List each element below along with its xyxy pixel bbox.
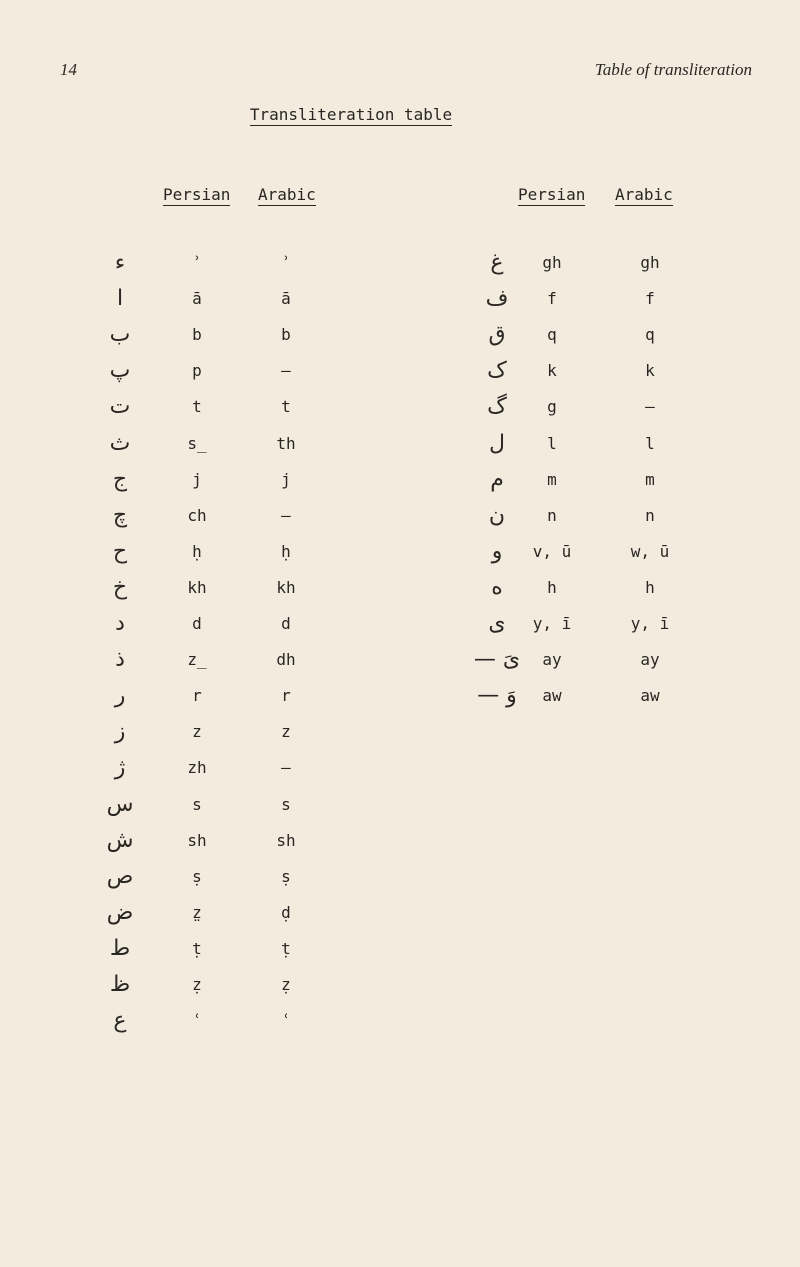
arabic-transliteration: w, ū — [630, 541, 670, 561]
persian-transliteration: p — [192, 361, 202, 381]
arabic-transliteration: q — [645, 325, 655, 345]
table-row — [0, 645, 800, 675]
persian-transliteration: k — [547, 361, 557, 381]
arabic-letter: ج — [112, 466, 128, 492]
arabic-letter: ی — [488, 611, 506, 636]
arabic-letter: ق — [488, 322, 506, 348]
arabic-letter: د — [115, 611, 125, 636]
persian-transliteration: z — [192, 722, 202, 742]
persian-transliteration: ẓ — [192, 975, 202, 994]
running-head — [60, 60, 752, 90]
arabic-transliteration: ḍ — [281, 902, 291, 922]
table-title-text: Transliteration table — [249, 105, 453, 124]
arabic-transliteration: t — [281, 397, 291, 417]
persian-transliteration: gh — [542, 253, 562, 272]
arabic-letter: ص — [106, 863, 134, 889]
page-number: 14 — [60, 60, 77, 79]
arabic-letter: و — [491, 538, 503, 564]
right-arabic-header: Arabic — [615, 185, 673, 204]
persian-transliteration: s̲ — [187, 433, 207, 453]
arabic-transliteration: ṣ — [281, 866, 291, 886]
persian-transliteration: sh — [187, 830, 207, 850]
persian-transliteration: g — [547, 397, 557, 417]
arabic-transliteration: ʿ — [281, 1011, 291, 1031]
persian-transliteration: q — [547, 325, 557, 345]
arabic-transliteration: ṭ — [281, 938, 291, 958]
persian-transliteration: m — [547, 469, 557, 489]
arabic-transliteration: k — [645, 361, 655, 381]
arabic-letter: گ — [487, 394, 507, 420]
arabic-letter: پ — [109, 358, 131, 384]
table-row — [0, 898, 800, 928]
arabic-letter: ل — [489, 430, 505, 456]
persian-transliteration: y, ī — [532, 614, 572, 633]
arabic-letter: ف — [485, 286, 509, 312]
table-row — [0, 429, 800, 459]
table-row — [0, 790, 800, 820]
table-row — [0, 573, 800, 603]
arabic-transliteration: ḥ — [281, 541, 291, 561]
arabic-letter: ب — [109, 322, 131, 348]
arabic-transliteration: — — [281, 758, 291, 778]
persian-transliteration: f — [547, 289, 557, 309]
arabic-transliteration: kh — [276, 577, 296, 597]
table-row — [0, 826, 800, 856]
persian-transliteration: d — [192, 614, 202, 633]
persian-transliteration: ay — [542, 650, 562, 670]
persian-transliteration: kh — [187, 577, 207, 597]
arabic-transliteration: ay — [640, 650, 660, 670]
arabic-transliteration: aw — [640, 686, 660, 706]
persian-transliteration: s — [192, 794, 202, 814]
persian-transliteration: b — [192, 325, 202, 345]
arabic-transliteration: j — [281, 469, 291, 489]
arabic-transliteration: b — [281, 325, 291, 345]
arabic-transliteration: ā — [281, 289, 291, 309]
table-row — [0, 320, 800, 350]
arabic-letter: خ — [112, 574, 128, 600]
arabic-transliteration: f — [645, 289, 655, 309]
arabic-transliteration: r — [281, 686, 291, 706]
table-row — [0, 284, 800, 314]
arabic-transliteration: l — [645, 433, 655, 453]
table-row — [0, 465, 800, 495]
persian-transliteration: j — [192, 469, 202, 489]
persian-transliteration: ʿ — [192, 1011, 202, 1031]
persian-transliteration: ḥ — [192, 541, 202, 561]
persian-transliteration: z̲ — [187, 650, 207, 670]
table-row — [0, 537, 800, 567]
persian-transliteration: zh — [187, 758, 207, 778]
arabic-transliteration: ʾ — [281, 253, 291, 272]
table-row — [0, 248, 800, 278]
arabic-transliteration: n — [645, 505, 655, 525]
arabic-transliteration: th — [276, 433, 296, 453]
arabic-letter: ث — [109, 430, 131, 456]
running-title: Table of transliteration — [594, 60, 752, 79]
arabic-letter: ا — [116, 286, 124, 312]
arabic-letter: ش — [106, 827, 134, 853]
left-arabic-header: Arabic — [258, 185, 316, 204]
persian-transliteration: z̤ — [192, 902, 202, 922]
arabic-transliteration: sh — [276, 830, 296, 850]
table-row — [0, 862, 800, 892]
arabic-letter: ر — [114, 683, 126, 709]
arabic-transliteration: h — [645, 577, 655, 597]
persian-transliteration: ʾ — [192, 253, 202, 272]
arabic-letter: وَ — — [477, 683, 517, 709]
persian-transliteration: ch — [187, 505, 207, 525]
table-row — [0, 1006, 800, 1036]
arabic-transliteration: — — [281, 505, 291, 525]
arabic-transliteration: ẓ — [281, 975, 291, 994]
table-row — [0, 356, 800, 386]
arabic-letter: ذ — [115, 647, 125, 673]
arabic-letter: ه — [491, 574, 503, 600]
table-row — [0, 392, 800, 422]
arabic-letter: یَ — — [473, 647, 521, 673]
arabic-transliteration: y, ī — [630, 614, 670, 633]
arabic-transliteration: d — [281, 614, 291, 633]
arabic-letter: س — [106, 791, 134, 817]
table-row — [0, 934, 800, 964]
arabic-letter: ح — [112, 538, 128, 564]
arabic-transliteration: gh — [640, 253, 660, 272]
persian-transliteration: aw — [542, 686, 562, 706]
table-row — [0, 609, 800, 639]
arabic-transliteration: — — [645, 397, 655, 417]
table-title — [0, 105, 702, 124]
persian-transliteration: ṭ — [192, 938, 202, 958]
right-persian-header: Persian — [518, 185, 586, 204]
table-row — [0, 681, 800, 711]
persian-transliteration: h — [547, 577, 557, 597]
arabic-letter: ء — [114, 250, 126, 275]
table-row — [0, 717, 800, 747]
arabic-letter: ژ — [114, 755, 126, 781]
arabic-letter: ع — [113, 1008, 127, 1034]
arabic-letter: ن — [488, 502, 506, 528]
arabic-letter: م — [490, 466, 504, 492]
table-row — [0, 501, 800, 531]
arabic-transliteration: m — [645, 469, 655, 489]
persian-transliteration: ṣ — [192, 866, 202, 886]
arabic-letter: ک — [487, 358, 507, 384]
persian-transliteration: t — [192, 397, 202, 417]
persian-transliteration: r — [192, 686, 202, 706]
arabic-transliteration: — — [281, 361, 291, 381]
left-persian-header: Persian — [163, 185, 231, 204]
persian-transliteration: ā — [192, 289, 202, 309]
table-row — [0, 753, 800, 783]
arabic-transliteration: dh — [276, 650, 296, 670]
arabic-transliteration: z — [281, 722, 291, 742]
arabic-transliteration: s — [281, 794, 291, 814]
arabic-letter: ض — [106, 899, 134, 925]
arabic-letter: چ — [112, 502, 128, 528]
persian-transliteration: l — [547, 433, 557, 453]
persian-transliteration: n — [547, 505, 557, 525]
persian-transliteration: v, ū — [532, 541, 572, 561]
arabic-letter: ط — [109, 935, 131, 961]
table-row — [0, 970, 800, 1000]
arabic-letter: غ — [490, 250, 504, 275]
arabic-letter: ت — [109, 394, 131, 420]
arabic-letter: ز — [114, 719, 126, 745]
arabic-letter: ظ — [109, 972, 131, 997]
